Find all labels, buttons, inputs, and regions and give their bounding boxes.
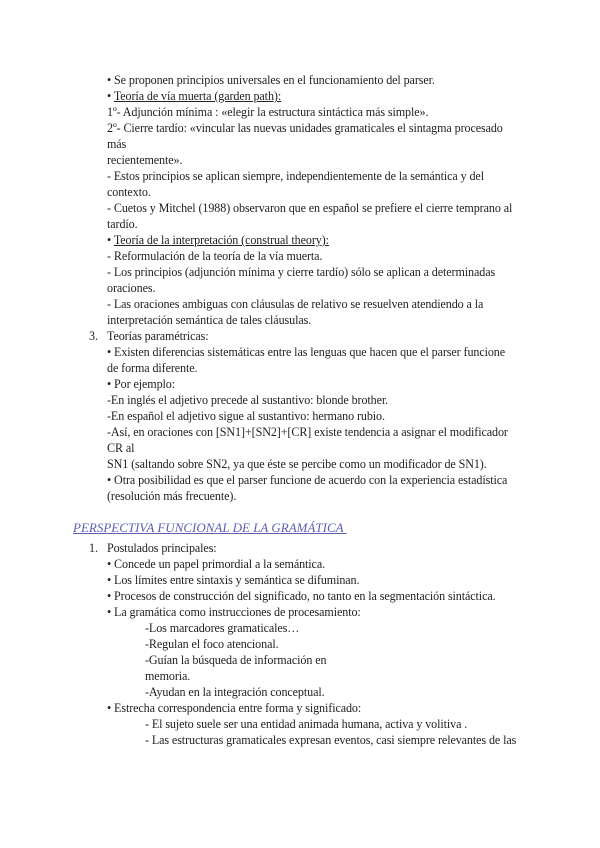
list-number-1: 1. xyxy=(89,541,98,555)
parametric-theories-title: Teorías paramétricas: xyxy=(107,329,209,343)
list-number-3: 3. xyxy=(89,329,98,343)
sn-tendency-line-1: -Así, en oraciones con [SN1]+[SN2]+[CR] existe tendencia a asignar el modificador xyxy=(107,425,508,439)
construal-heading xyxy=(107,232,329,248)
statistical-experience-line-1: • Otra posibilidad es que el parser funcione de acuerdo con la experiencia estadística xyxy=(107,473,508,487)
meaning-construction-bullet: • Procesos de construcción del significado, no tanto en la segmentación sintáctica. xyxy=(107,589,496,603)
late-closure-line-2: más xyxy=(107,137,127,151)
cuetos-mitchel-line-2: tardío. xyxy=(107,217,138,231)
semantics-role-bullet: • Concede un papel primordial a la semántica. xyxy=(107,557,326,571)
construal-title: Teoría de la interpretación (construal theory): xyxy=(113,233,329,247)
late-closure-line-1: 2º- Cierre tardío: «vincular las nuevas unidades gramaticales el sintagma procesado xyxy=(107,121,503,135)
information-search-line-2: memoria. xyxy=(145,669,191,683)
postulates-title: Postulados principales: xyxy=(107,541,217,555)
sn-tendency-line-3: SN1 (saltando sobre SN2, ya que éste se percibe como un modificador de SN1). xyxy=(107,457,487,471)
english-example-line: -En inglés el adjetivo precede al sustantivo: blonde brother. xyxy=(107,393,389,407)
garden-path-title: Teoría de vía muerta (garden path): xyxy=(113,89,282,103)
bullet-marker: • xyxy=(107,233,114,247)
principles-always-line-2: contexto. xyxy=(107,185,151,199)
reformulation-line: - Reformulación de la teoría de la vía muerta. xyxy=(107,249,323,263)
bullet-universal-principles: • Se proponen principios universales en el funcionamiento del parser. xyxy=(107,73,435,87)
principles-apply-line-1: - Los principios (adjunción mínima y cierre tardío) sólo se aplican a determinadas xyxy=(107,265,496,279)
conceptual-integration-line: -Ayudan en la integración conceptual. xyxy=(145,685,325,699)
subject-animate-line: - El sujeto suele ser una entidad animada humana, activa y volitiva . xyxy=(145,717,468,731)
syntax-semantics-limits-bullet: • Los límites entre sintaxis y semántica se difuminan. xyxy=(107,573,360,587)
ambiguous-sentences-line-2: interpretación semántica de tales cláusulas. xyxy=(107,313,312,327)
sn-tendency-line-2: CR al xyxy=(107,441,135,455)
information-search-line-1: -Guían la búsqueda de información en xyxy=(145,653,327,667)
grammar-instructions-bullet: • La gramática como instrucciones de procesamiento: xyxy=(107,605,361,619)
minimal-attachment-line: 1º- Adjunción mínima : «elegir la estructura sintáctica más simple». xyxy=(107,105,429,119)
principles-always-line-1: - Estos principios se aplican siempre, independientemente de la semántica y del xyxy=(107,169,484,183)
form-meaning-bullet: • Estrecha correspondencia entre forma y significado: xyxy=(107,701,362,715)
late-closure-line-3: recientemente». xyxy=(107,153,183,167)
grammatical-structures-line: - Las estructuras gramaticales expresan eventos, casi siempre relevantes de las xyxy=(145,733,517,747)
attentional-focus-line: -Regulan el foco atencional. xyxy=(145,637,279,651)
systematic-differences-line-1: • Existen diferencias sistemáticas entre las lenguas que hacen que el parser funcione xyxy=(107,345,506,359)
cuetos-mitchel-line-1: - Cuetos y Mitchel (1988) observaron que en español se prefiere el cierre temprano al xyxy=(107,201,513,215)
perspectiva-funcional-heading: PERSPECTIVA FUNCIONAL DE LA GRAMÁTICA xyxy=(73,520,347,535)
garden-path-heading xyxy=(107,88,281,104)
ambiguous-sentences-line-1: - Las oraciones ambiguas con cláusulas de relativo se resuelven atendiendo a la xyxy=(107,297,484,311)
systematic-differences-line-2: de forma diferente. xyxy=(107,361,198,375)
spanish-example-line: -En español el adjetivo sigue al sustantivo: hermano rubio. xyxy=(107,409,385,423)
grammatical-markers-line: -Los marcadores gramaticales… xyxy=(145,621,300,635)
principles-apply-line-2: oraciones. xyxy=(107,281,156,295)
bullet-marker: • xyxy=(107,89,114,103)
for-example-bullet: • Por ejemplo: xyxy=(107,377,175,391)
statistical-experience-line-2: (resolución más frecuente). xyxy=(107,489,237,503)
